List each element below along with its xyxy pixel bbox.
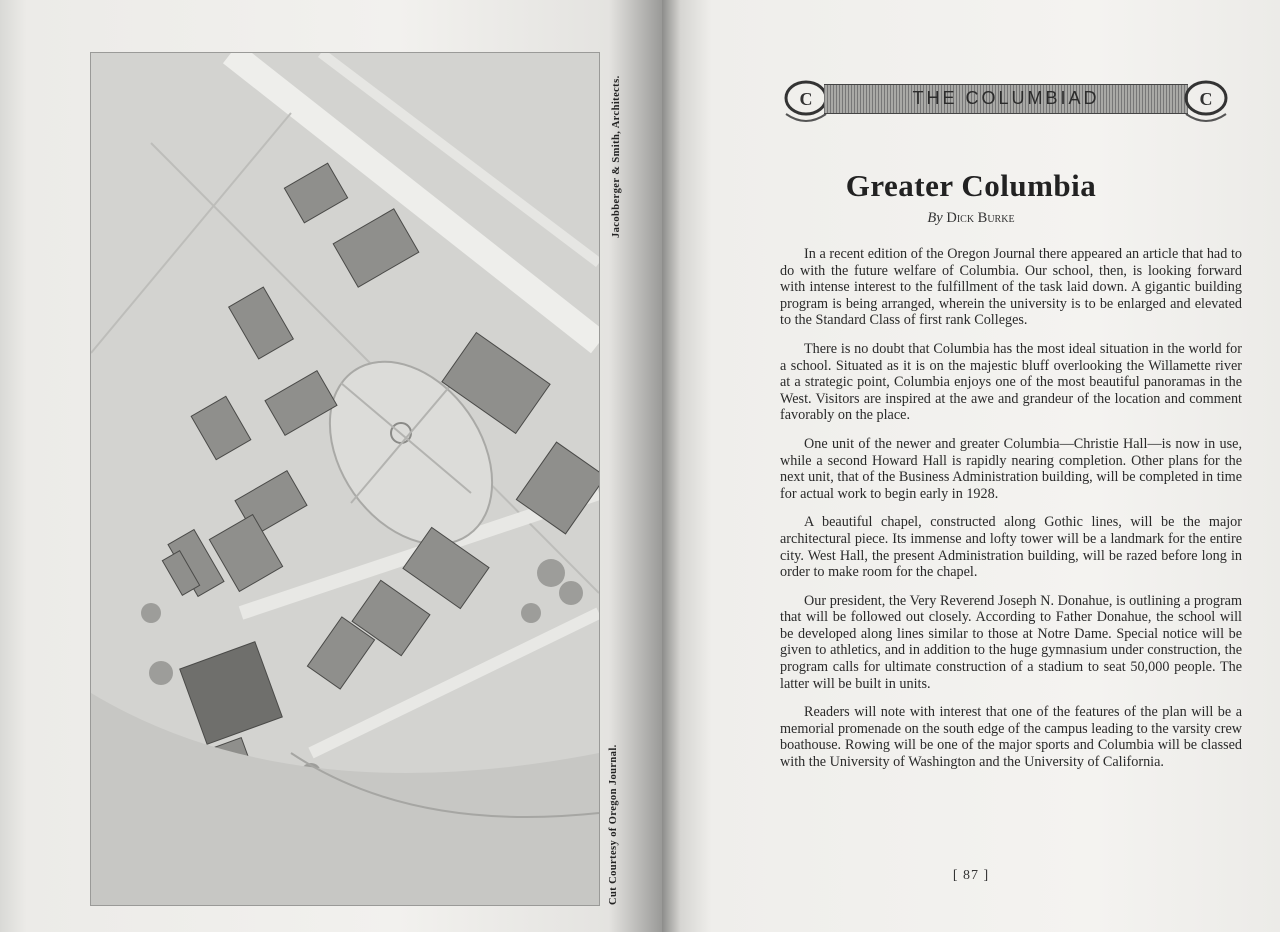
svg-text:C: C <box>1199 89 1213 109</box>
masthead-title: THE COLUMBIAD <box>912 88 1100 108</box>
article-body <box>780 246 1242 783</box>
byline-prefix: By <box>927 210 943 226</box>
masthead <box>780 76 1232 128</box>
columbia-crest-icon <box>1180 76 1232 126</box>
campus-aerial-drawing-icon <box>91 53 599 905</box>
campus-aerial-drawing <box>90 52 600 906</box>
article-title: Greater Columbia <box>845 168 1097 203</box>
svg-text:C: C <box>799 89 813 109</box>
byline-author: Dick Burke <box>946 210 1015 226</box>
masthead-bar <box>824 84 1188 114</box>
paragraph: In a recent edition of the Oregon Journal there appeared an article that had to do with the future welfare of Columbia. Our school, then, is looking forward with intense interest to the fulfillment of the task laid down. A gigantic building program is being arranged, wherein the university is to be enlarged and elevated to the Standard Class of first rank Colleges. <box>780 246 1242 329</box>
paragraph: One unit of the newer and greater Columbia—Christie Hall—is now in use, while a second Howard Hall is rapidly nearing completion. Other plans for the next unit, that of the Business Administration building, will be completed in time for actual work to begin early in 1928. <box>780 435 1242 502</box>
paragraph: Readers will note with interest that one of the features of the plan will be a memorial promenade on the south edge of the campus leading to the varsity crew boathouse. Rowing will be one of the major sports and Columbia will be classed with the University of Washington and the University of California. <box>780 704 1242 771</box>
page-number: [ 87 ] <box>952 868 990 883</box>
architect-credit: Jacobberger & Smith, Architects. <box>611 75 622 238</box>
paragraph: Our president, the Very Reverend Joseph N. Donahue, is outlining a program that will be followed out closely. According to Father Donahue, the school will be developed along lines similar to those at Notre Dame. Special notice will be given to athletics, and in addition to the huge gymnasium under construction, the program calls for ultimate construction of a stadium to seat 50,000 people. The latter will be built in units. <box>780 592 1242 692</box>
photo-credit: Cut Courtesy of Oregon Journal. <box>608 744 619 905</box>
paragraph: There is no doubt that Columbia has the most ideal situation in the world for a school. Situated as it is on the majestic bluff overlooking the Willamette river at a strategic point, Columbia enjoys one of the most beautiful panoramas in the West. Visitors are inspired at the awe and grandeur of the location and comment favorably on the place. <box>780 340 1242 424</box>
paragraph: A beautiful chapel, constructed along Gothic lines, will be the major architectural piece. Its immense and lofty tower will be a landmark for the entire city. West Hall, the present Administration building, will be razed before long in order to make room for the chapel. <box>780 514 1242 581</box>
right-page <box>662 0 1280 932</box>
byline <box>662 210 1280 227</box>
